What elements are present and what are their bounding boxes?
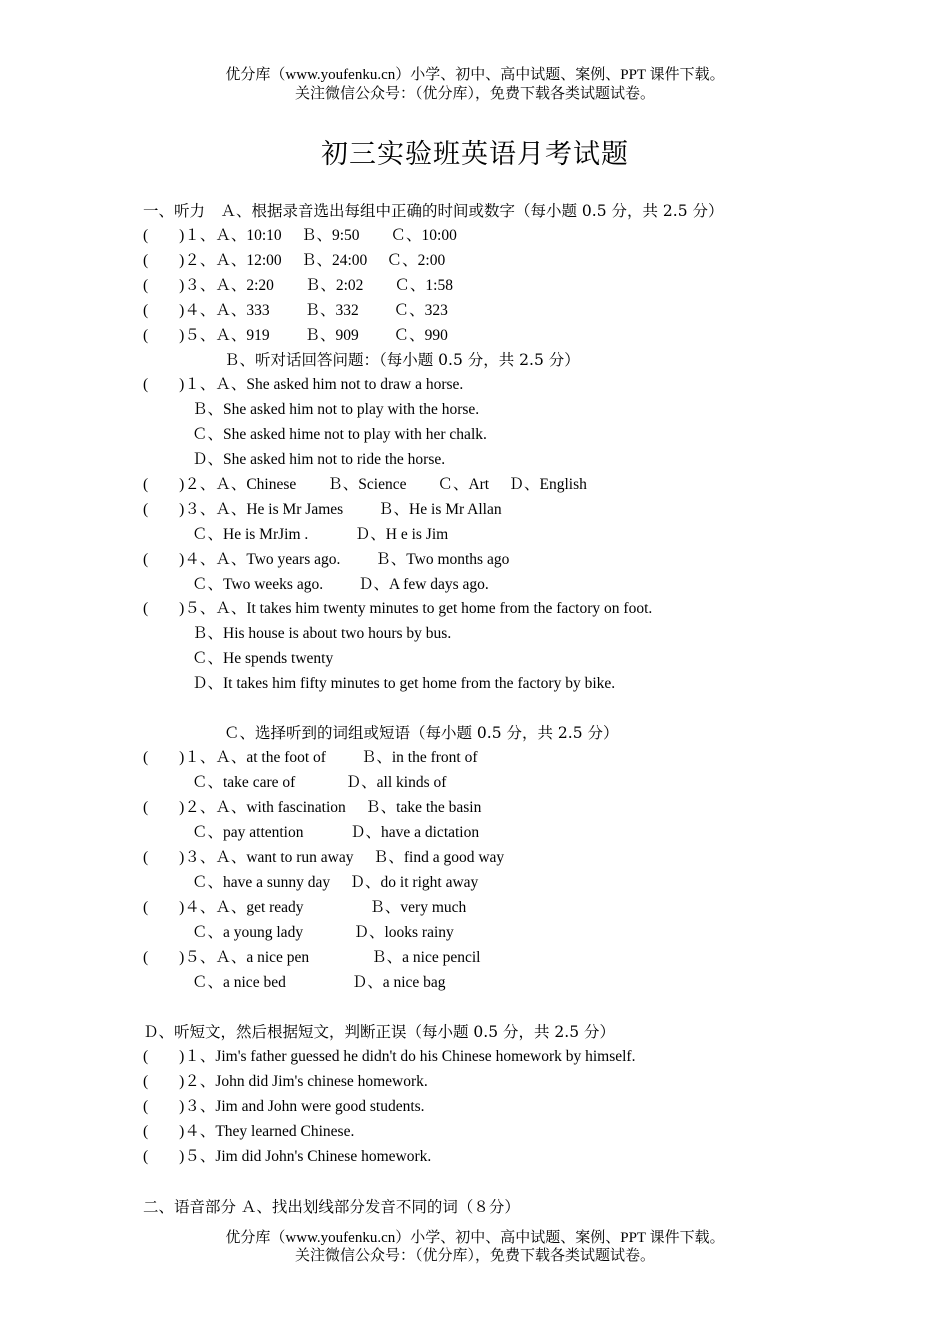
question-line: ( )５、Ａ、It takes him twenty minutes to get home from the factory on foot.	[143, 600, 653, 617]
option-line: Ｃ、take care of Ｄ、all kinds of	[192, 774, 447, 791]
option-line: Ｃ、a young lady Ｄ、looks rainy	[192, 924, 454, 941]
question-line: ( )２、Ａ、with fascination Ｂ、take the basin	[143, 799, 482, 816]
question-line: ( )３、Ａ、2:20 Ｂ、2:02 Ｃ、1:58	[143, 277, 453, 294]
section-heading-listening-d: Ｄ、听短文，然后根据短文，判断正误（每小题 0.5 分，共 2.5 分）	[143, 1023, 616, 1041]
footer-line-1: 优分库（www.youfenku.cn）小学、初中、高中试题、案例、PPT 课件下载。	[225, 1230, 725, 1246]
question-line: ( )５、Jim did John's Chinese homework.	[143, 1148, 432, 1165]
question-line: ( )４、Ａ、333 Ｂ、332 Ｃ、323	[143, 302, 448, 319]
section-heading-listening-c: Ｃ、选择听到的词组或短语（每小题 0.5 分，共 2.5 分）	[224, 724, 619, 742]
page-title: 初三实验班英语月考试题	[321, 139, 629, 170]
header-line-1: 优分库（www.youfenku.cn）小学、初中、高中试题、案例、PPT 课件下载。	[225, 67, 725, 83]
option-line: Ｃ、pay attention Ｄ、have a dictation	[192, 824, 480, 841]
option-line: Ｄ、It takes him fifty minutes to get home from the factory by bike.	[192, 675, 616, 692]
question-line: ( )２、Ａ、Chinese Ｂ、Science Ｃ、Art Ｄ、English	[143, 476, 587, 493]
question-line: ( )２、Ａ、12:00 Ｂ、24:00 Ｃ、2:00	[143, 252, 446, 269]
question-line: ( )３、Jim and John were good students.	[143, 1098, 425, 1115]
question-line: ( )４、They learned Chinese.	[143, 1123, 355, 1140]
question-line: ( )３、Ａ、want to run away Ｂ、find a good way	[143, 849, 505, 866]
question-line: ( )４、Ａ、Two years ago. Ｂ、Two months ago	[143, 551, 510, 568]
option-line: Ｃ、Two weeks ago. Ｄ、A few days ago.	[192, 576, 489, 593]
header-line-2: 关注微信公众号：（优分库），免费下载各类试题试卷。	[294, 86, 655, 102]
footer-line-2: 关注微信公众号：（优分库），免费下载各类试题试卷。	[294, 1248, 655, 1264]
question-line: ( )４、Ａ、get ready Ｂ、very much	[143, 899, 467, 916]
section-heading-listening-b: Ｂ、听对话回答问题：（每小题 0.5 分，共 2.5 分）	[224, 351, 580, 369]
option-line: Ｃ、He spends twenty	[192, 650, 334, 667]
option-line: Ｂ、She asked him not to play with the horse.	[192, 401, 480, 418]
question-line: ( )５、Ａ、a nice pen Ｂ、a nice pencil	[143, 949, 481, 966]
question-line: ( )１、Ａ、She asked him not to draw a horse.	[143, 376, 464, 393]
question-line: ( )２、John did Jim's chinese homework.	[143, 1073, 428, 1090]
question-line: ( )１、Ａ、10:10 Ｂ、9:50 Ｃ、10:00	[143, 227, 457, 244]
option-line: Ｃ、have a sunny day Ｄ、do it right away	[192, 874, 479, 891]
option-line: Ｂ、His house is about two hours by bus.	[192, 625, 452, 642]
question-line: ( )５、Ａ、919 Ｂ、909 Ｃ、990	[143, 327, 448, 344]
section-heading-listening-a: 一、听力 Ａ、根据录音选出每组中正确的时间或数字（每小题 0.5 分，共 2.5 分）	[143, 202, 724, 220]
option-line: Ｃ、He is MrJim . Ｄ、H e is Jim	[192, 526, 449, 543]
question-line: ( )１、Ａ、at the foot of Ｂ、in the front of	[143, 749, 478, 766]
question-line: ( )１、Jim's father guessed he didn't do his Chinese homework by himself.	[143, 1048, 636, 1065]
option-line: Ｃ、She asked hime not to play with her chalk.	[192, 426, 487, 443]
section-heading-phonetics: 二、语音部分 Ａ、找出划线部分发音不同的词（８分）	[143, 1198, 520, 1216]
option-line: Ｄ、She asked him not to ride the horse.	[192, 451, 446, 468]
option-line: Ｃ、a nice bed Ｄ、a nice bag	[192, 974, 446, 991]
question-line: ( )３、Ａ、He is Mr James Ｂ、He is Mr Allan	[143, 501, 502, 518]
